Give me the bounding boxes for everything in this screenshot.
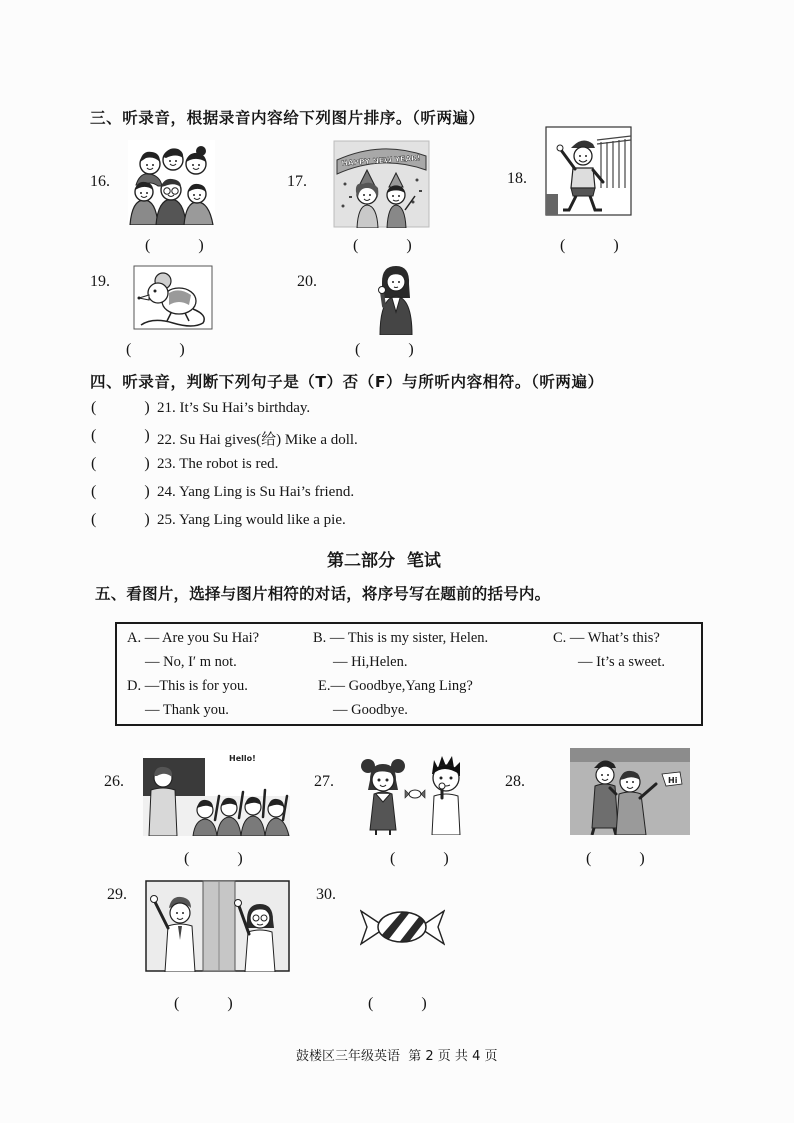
- question-20-number: 20.: [297, 273, 317, 290]
- question-28-number: 28.: [505, 773, 525, 790]
- question-18-picture: [545, 126, 632, 216]
- option-a-line-1: A. — Are you Su Hai?: [127, 630, 260, 646]
- question-19-answer-blank: ( ): [126, 341, 185, 358]
- question-29-number: 29.: [107, 886, 127, 903]
- question-26-number: 26.: [104, 773, 124, 790]
- question-16-picture: [128, 140, 215, 225]
- hi-speech-text: Hi: [668, 776, 678, 785]
- girl-icon: [370, 262, 420, 335]
- hello-speech-text: Hello!: [229, 754, 256, 763]
- question-25-answer-blank: ( ): [91, 511, 150, 528]
- question-30-picture: [360, 905, 445, 950]
- question-21-text: 21. It’s Su Hai’s birthday.: [157, 400, 311, 416]
- mouse-icon: [133, 265, 213, 330]
- question-28-answer-blank: ( ): [586, 850, 645, 867]
- question-22-answer-blank: ( ): [91, 427, 150, 444]
- option-a-line-2: — No, I′ m not.: [145, 654, 237, 670]
- new-year-kids-icon: [333, 140, 430, 228]
- question-29-picture: [145, 880, 290, 972]
- question-20-picture: [370, 262, 420, 335]
- question-27-picture: [358, 750, 470, 835]
- two-boys-greeting-icon: [570, 748, 690, 835]
- question-20-answer-blank: ( ): [355, 341, 414, 358]
- question-24-answer-blank: ( ): [91, 483, 150, 500]
- part-2-title: 第二部分 笔试: [327, 551, 441, 571]
- question-23-answer-blank: ( ): [91, 455, 150, 472]
- section-5-heading: 五、看图片，选择与图片相符的对话，将序号写在题前的括号内。: [95, 585, 551, 603]
- question-26-answer-blank: ( ): [184, 850, 243, 867]
- question-30-number: 30.: [316, 886, 336, 903]
- question-16-number: 16.: [90, 173, 110, 190]
- question-17-answer-blank: ( ): [353, 237, 412, 254]
- question-18-answer-blank: ( ): [560, 237, 619, 254]
- banner-text: HAPPY NEW YEAR!: [341, 153, 421, 168]
- question-21-answer-blank: ( ): [91, 399, 150, 416]
- option-d-line-2: — Thank you.: [145, 702, 229, 718]
- question-23-text: 23. The robot is red.: [157, 456, 279, 472]
- question-27-answer-blank: ( ): [390, 850, 449, 867]
- question-26-picture: [143, 750, 290, 836]
- section-3-heading: 三、听录音，根据录音内容给下列图片排序。（听两遍）: [90, 109, 485, 127]
- option-c-line-1: C. — What’s this?: [553, 630, 660, 646]
- page-footer: 鼓楼区三年级英语 第 2 页 共 4 页: [296, 1049, 498, 1064]
- waving-boy-icon: [545, 126, 632, 216]
- option-e-line-2: — Goodbye.: [333, 702, 408, 718]
- sweet-candy-icon: [360, 905, 445, 950]
- section-4-heading: 四、听录音，判断下列句子是（T）否（F）与所听内容相符。（听两遍）: [90, 373, 604, 391]
- option-d-line-1: D. —This is for you.: [127, 678, 248, 694]
- question-17-picture: [333, 140, 430, 228]
- question-30-answer-blank: ( ): [368, 995, 427, 1012]
- option-b-line-2: — Hi,Helen.: [333, 654, 408, 670]
- question-24-text: 24. Yang Ling is Su Hai’s friend.: [157, 484, 355, 500]
- question-16-answer-blank: ( ): [145, 237, 204, 254]
- option-c-line-2: — It’s a sweet.: [578, 654, 665, 670]
- girl-and-boy-icon: [358, 750, 470, 835]
- question-17-number: 17.: [287, 173, 307, 190]
- option-e-line-1: E.— Goodbye,Yang Ling?: [318, 678, 473, 694]
- question-18-number: 18.: [507, 170, 527, 187]
- boy-and-girl-waving-icon: [145, 880, 290, 972]
- family-group-icon: [128, 140, 215, 225]
- question-25-text: 25. Yang Ling would like a pie.: [157, 512, 346, 528]
- question-28-picture: [570, 748, 690, 835]
- question-27-number: 27.: [314, 773, 334, 790]
- question-19-number: 19.: [90, 273, 110, 290]
- question-19-picture: [133, 265, 213, 330]
- option-b-line-1: B. — This is my sister, Helen.: [313, 630, 489, 646]
- classroom-greeting-icon: [143, 750, 290, 836]
- question-22-text: 22. Su Hai gives(给) Mike a doll.: [157, 432, 358, 448]
- question-29-answer-blank: ( ): [174, 995, 233, 1012]
